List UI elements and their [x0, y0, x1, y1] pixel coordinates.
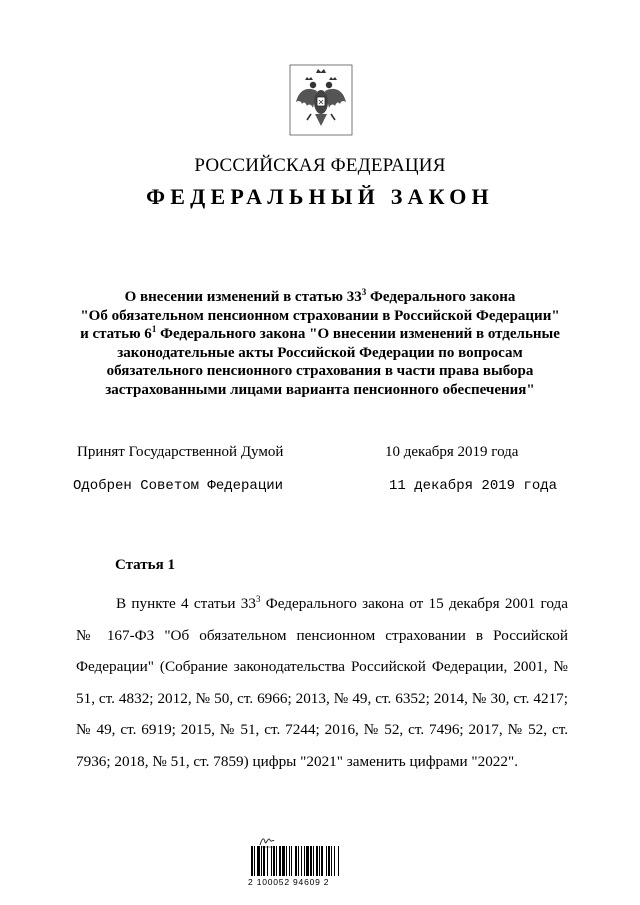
title-line: и статью $6^1$ Федерального закона "О внесении изменений в отдельные [80, 324, 560, 343]
article-heading: Статья 1 [115, 557, 175, 573]
duma-adoption-date: 10 декабря 2019 года [385, 444, 519, 460]
barcode-bar [301, 846, 302, 876]
barcode-bar [286, 846, 287, 876]
duma-adoption-label: Принят Государственной Думой [77, 444, 284, 460]
barcode-bar [316, 846, 318, 876]
barcode-bar [289, 846, 290, 876]
barcode-bar [313, 846, 314, 876]
country-heading: РОССИЙСКАЯ ФЕДЕРАЦИЯ [194, 155, 446, 176]
barcode-bar [338, 846, 339, 876]
council-approval-date: 11 декабря 2019 года [389, 478, 558, 494]
barcode-bar [267, 846, 268, 876]
law-title [40, 288, 600, 400]
barcode [251, 846, 369, 876]
barcode-bar [282, 846, 285, 876]
document-type-heading: ФЕДЕРАЛЬНЫЙ ЗАКОН [146, 184, 494, 209]
barcode-bar [251, 846, 253, 876]
title-line: законодательные акты Российской Федерации по вопросам [117, 344, 523, 361]
article-body: В пункте 4 статьи $33^3$ Федерального закона от 15 декабря 2001 года № 167-ФЗ "Об обязательном пенсионном страховании в Российской Федерации" (Собрание законодательства Российской Федерации, 2001, № 51, ст. 4832; 2012, № 50, ст. 6966; 2013, № 49, ст. 6352; 2014, № 30, ст. 4217; № 49, ст. 6919; 2015, № 51, ст. 7244; 2016, № 52, ст. 7496; 2017, № 52, ст. 7936; 2018, № 51, ст. 7859) цифры "2021" заменить цифрами "2022". [76, 594, 568, 770]
barcode-bar [319, 846, 320, 876]
barcode-bar [331, 846, 332, 876]
barcode-bar [310, 846, 312, 876]
barcode-bar [321, 846, 323, 876]
barcode-bar [263, 846, 265, 876]
barcode-bar [306, 846, 309, 876]
barcode-bar [295, 846, 297, 876]
title-line: О внесении изменений в статью $33^3$ Федерального закона [124, 287, 516, 305]
barcode-bar [291, 846, 292, 876]
barcode-bar [328, 846, 330, 876]
coat-of-arms-emblem [289, 64, 353, 136]
barcode-number: 2 100052 94609 2 [248, 877, 330, 887]
barcode-bar [261, 846, 262, 876]
title-line: обязательного пенсионного страхования в части права выбора [106, 363, 534, 380]
barcode-bar [279, 846, 281, 876]
barcode-bar [298, 846, 299, 876]
barcode-bar [273, 846, 275, 876]
barcode-bar [334, 846, 335, 876]
barcode-bar [276, 846, 277, 876]
barcode-bar [271, 846, 272, 876]
barcode-bar [257, 846, 260, 876]
barcode-bar [304, 846, 305, 876]
title-line: застрахованными лицами варианта пенсионного обеспечения" [105, 381, 535, 398]
title-line: "Об обязательном пенсионном страховании в Российской Федерации" [80, 307, 560, 324]
barcode-bar [254, 846, 255, 876]
council-approval-label: Одобрен Советом Федерации [73, 478, 284, 494]
barcode-bar [326, 846, 327, 876]
